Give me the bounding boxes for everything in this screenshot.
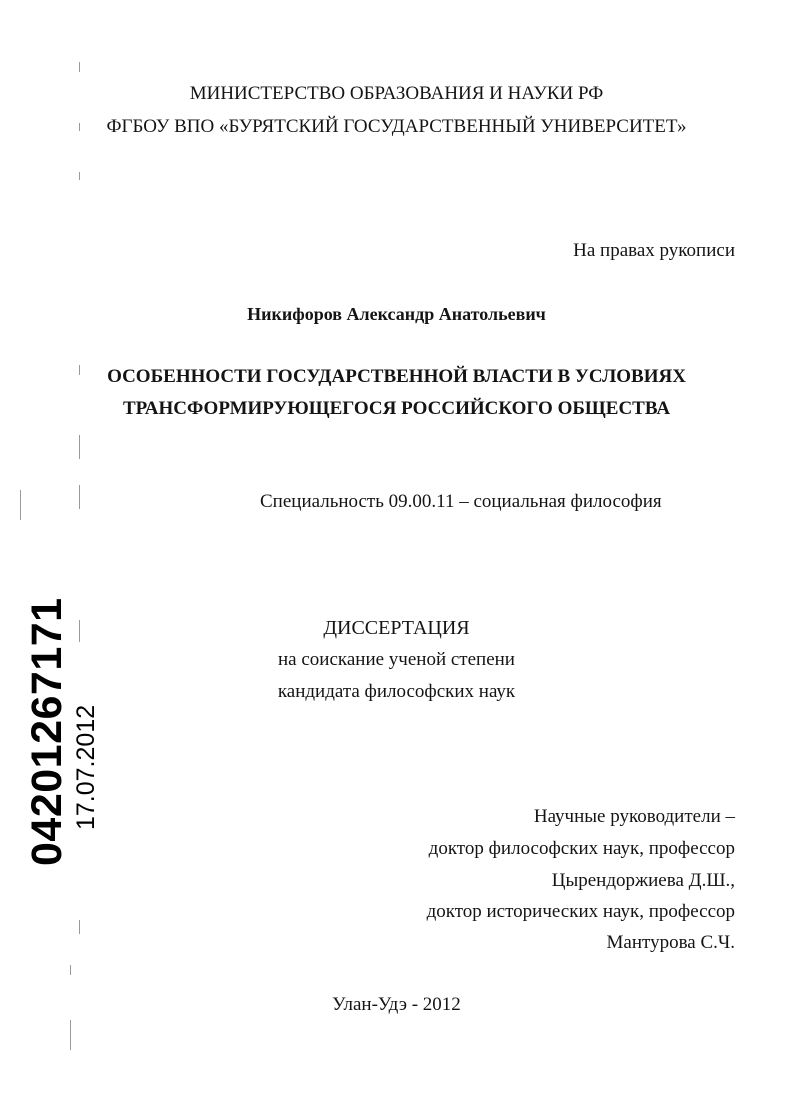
scan-mark bbox=[20, 490, 21, 520]
scan-mark bbox=[79, 365, 80, 375]
supervisor-1-title: доктор философских наук, профессор bbox=[428, 838, 735, 859]
supervisors-heading: Научные руководители – bbox=[533, 806, 735, 827]
supervisor-1-name: Цырендоржиева Д.Ш., bbox=[551, 870, 735, 891]
author-name: Никифоров Александр Анатольевич bbox=[247, 304, 546, 324]
dissertation-title-line-1: ОСОБЕННОСТИ ГОСУДАРСТВЕННОЙ ВЛАСТИ В УСЛОВИЯХ bbox=[107, 366, 686, 387]
city-year: Улан-Удэ - 2012 bbox=[332, 994, 461, 1015]
degree-line-2: кандидата философских наук bbox=[277, 681, 516, 702]
scan-mark bbox=[79, 123, 80, 131]
manuscript-note: На правах рукописи bbox=[573, 240, 735, 261]
supervisor-2-name: Мантурова С.Ч. bbox=[606, 932, 735, 953]
library-stamp-date: 17.07.2012 bbox=[72, 704, 100, 830]
scan-mark bbox=[70, 965, 71, 975]
scan-mark bbox=[79, 620, 80, 642]
ministry-heading: МИНИСТЕРСТВО ОБРАЗОВАНИЯ И НАУКИ РФ bbox=[189, 83, 604, 104]
scan-mark bbox=[79, 62, 80, 72]
degree-line-1: на соискание ученой степени bbox=[278, 649, 515, 670]
scan-mark bbox=[79, 920, 80, 934]
university-heading: ФГБОУ ВПО «БУРЯТСКИЙ ГОСУДАРСТВЕННЫЙ УНИВЕРСИТЕТ» bbox=[106, 116, 687, 137]
scan-mark bbox=[70, 1020, 71, 1050]
dissertation-title-line-2: ТРАНСФОРМИРУЮЩЕГОСЯ РОССИЙСКОГО ОБЩЕСТВА bbox=[122, 398, 671, 419]
library-stamp-number: 04201267171 bbox=[23, 597, 71, 866]
specialty-line: Специальность 09.00.11 – социальная философия bbox=[260, 491, 662, 512]
dissertation-label: ДИССЕРТАЦИЯ bbox=[323, 617, 470, 639]
scan-mark bbox=[79, 485, 80, 509]
scan-mark bbox=[79, 172, 80, 180]
scan-mark bbox=[79, 435, 80, 459]
supervisor-2-title: доктор исторических наук, профессор bbox=[426, 901, 735, 922]
